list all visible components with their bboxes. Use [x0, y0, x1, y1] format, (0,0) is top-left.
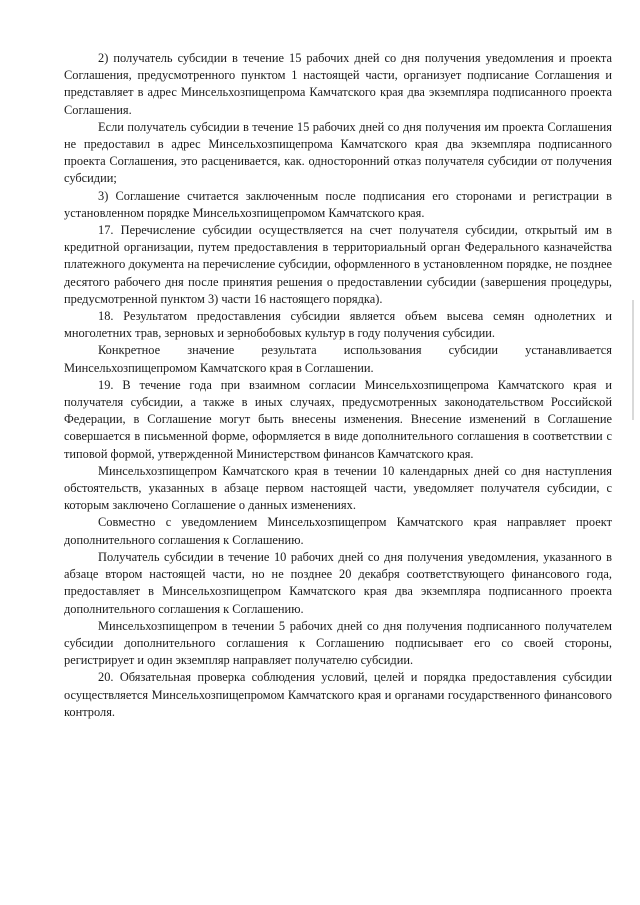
document-body: [64, 50, 612, 721]
scan-edge-mark: [632, 300, 634, 420]
paragraph-draft-agreement: Совместно с уведомлением Минсельхозпищепром Камчатского края направляет проект дополнительного соглашения к Соглашению.: [64, 515, 612, 547]
paragraph-notification: Минсельхозпищепром Камчатского края в течении 10 календарных дней со дня наступления обстоятельств, указанных в абзаце первом настоящей части, уведомляет получателя субсидии, с которым заключено Соглашение о данных изменениях.: [64, 463, 612, 513]
paragraph-recipient-signing: Получатель субсидии в течение 10 рабочих дней со дня получения уведомления, указанного в абзаце втором настоящей части, но не позднее 20 декабря соответствующего финансового года, предоставляет в Минсельхозпищепром Камчатского края два экземпляра подписанного проекта дополнительного соглашения к Соглашению.: [64, 549, 612, 616]
paragraph-item-2: 2) получатель субсидии в течение 15 рабочих дней со дня получения уведомления и проекта Соглашения, предусмотренного пунктом 1 настоящей части, организует подписание Соглашения и представляет в адрес Минсельхозпищепрома Камчатского края два экземпляра подписанного проекта Соглашения.: [64, 51, 612, 117]
paragraph-20: 20. Обязательная проверка соблюдения условий, целей и порядка предоставления субсидии осуществляется Минсельхозпищепромом Камчатского края и органами государственного финансового контроля.: [64, 670, 612, 719]
paragraph-result-value: Конкретное значение результата использования субсидии устанавливается Минсельхозпищепромом Камчатского края в Соглашении.: [64, 343, 612, 375]
paragraph-17: 17. Перечисление субсидии осуществляется на счет получателя субсидии, открытый им в кредитной организации, путем предоставления в территориальный орган Федерального казначейства платежного документа на перечисление субсидии, оформленного в установленном порядке, не позднее десятого рабочего дня после принятия решения о предоставлении субсидии (завершения процедуры, предусмотренной пунктом 3) части 16 настоящего порядка).: [64, 223, 612, 306]
paragraph-item-3: 3) Соглашение считается заключенным после подписания его сторонами и регистрации в установленном порядке Минсельхозпищепромом Камчатского края.: [64, 188, 612, 220]
paragraph-19: 19. В течение года при взаимном согласии Минсельхозпищепрома Камчатского края и получателя субсидии, а также в иных случаях, предусмотренных законодательством Российской Федерации, в Соглашение могут быть внесены изменения. Внесение изменений в Соглашение совершается в письменной форме, оформляется в виде дополнительного соглашения в соответствии с типовой формой, утвержденной Министерством финансов Камчатского края.: [64, 377, 612, 461]
paragraph-refusal: Если получатель субсидии в течение 15 рабочих дней со дня получения им проекта Соглашения не предоставил в адрес Минсельхозпищепрома Камчатского края два экземпляра подписанного проекта Соглашения, это расценивается, как. односторонний отказ получателя субсидии от получения субсидии;: [64, 119, 612, 186]
paragraph-ministry-signing: Минсельхозпищепром в течении 5 рабочих дней со дня получения подписанного получателем субсидии дополнительного соглашения к Соглашению подписывает его со своей стороны, регистрирует и один экземпляр направляет получателю субсидии.: [64, 618, 612, 668]
paragraph-18: 18. Результатом предоставления субсидии является объем высева семян однолетних и многолетних трав, зерновых и зернобобовых культур в году получения субсидии.: [64, 309, 612, 341]
